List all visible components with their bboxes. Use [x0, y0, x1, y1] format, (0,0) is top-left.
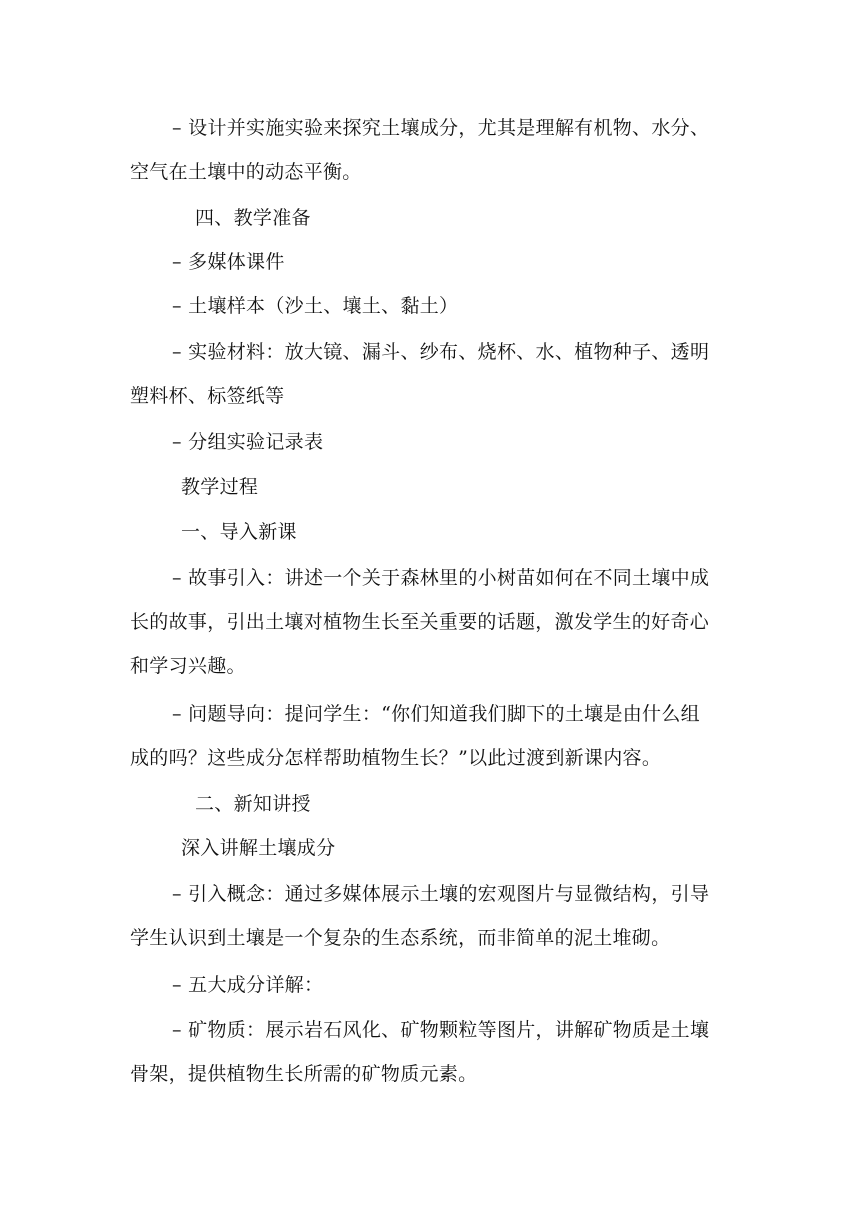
paragraph-experiment-design [130, 106, 730, 194]
heading-text: 四、教学准备 [195, 207, 311, 229]
list-item-multimedia [172, 240, 772, 284]
text-line: 成的吗？这些成分怎样帮助植物生长？”以此过渡到新课内容。 [130, 747, 662, 769]
paragraph-concept-intro [130, 872, 730, 960]
section-heading-teaching-preparation [195, 196, 795, 240]
subsection-heading-soil-components [181, 826, 781, 870]
text-line: – 五大成分详解： [172, 974, 324, 996]
paragraph-question-guide [130, 692, 730, 780]
text-line: – 故事引入：讲述一个关于森林里的小树苗如何在不同土壤中成 [172, 567, 710, 589]
text-line: – 矿物质：展示岩石风化、矿物颗粒等图片，讲解矿物质是土壤 [172, 1019, 710, 1041]
text-line: 塑料杯、标签纸等 [130, 385, 285, 407]
heading-text: 二、新知讲授 [195, 793, 311, 815]
text-line: – 分组实验记录表 [172, 431, 324, 453]
text-line: – 实验材料：放大镜、漏斗、纱布、烧杯、水、植物种子、透明 [172, 341, 710, 363]
text-line: 和学习兴趣。 [130, 655, 246, 677]
paragraph-story-intro [130, 556, 730, 688]
list-item-experiment-materials [130, 330, 730, 418]
heading-text: 深入讲解土壤成分 [181, 837, 336, 859]
text-line: 学生认识到土壤是一个复杂的生态系统，而非简单的泥土堆砌。 [130, 927, 671, 949]
text-line: – 设计并实施实验来探究土壤成分，尤其是理解有机物、水分、 [172, 117, 710, 139]
text-line: – 土壤样本（沙土、壤土、黏土） [172, 295, 459, 317]
text-line: 空气在土壤中的动态平衡。 [130, 161, 362, 183]
list-item-five-components [172, 963, 772, 1007]
section-heading-introduction [181, 510, 781, 554]
list-item-soil-samples [172, 284, 772, 328]
heading-text: 一、导入新课 [181, 521, 297, 543]
text-line: 长的故事，引出土壤对植物生长至关重要的话题，激发学生的好奇心 [130, 611, 710, 633]
text-line: – 问题导向：提问学生：“你们知道我们脚下的土壤是由什么组 [172, 703, 700, 725]
list-item-record-sheet [172, 420, 772, 464]
text-line: – 多媒体课件 [172, 251, 285, 273]
section-heading-new-knowledge [195, 782, 795, 826]
section-heading-teaching-process [181, 465, 781, 509]
text-line: 骨架，提供植物生长所需的矿物质元素。 [130, 1063, 478, 1085]
text-line: – 引入概念：通过多媒体展示土壤的宏观图片与显微结构，引导 [172, 883, 710, 905]
paragraph-minerals [130, 1008, 730, 1096]
heading-text: 教学过程 [181, 476, 259, 498]
